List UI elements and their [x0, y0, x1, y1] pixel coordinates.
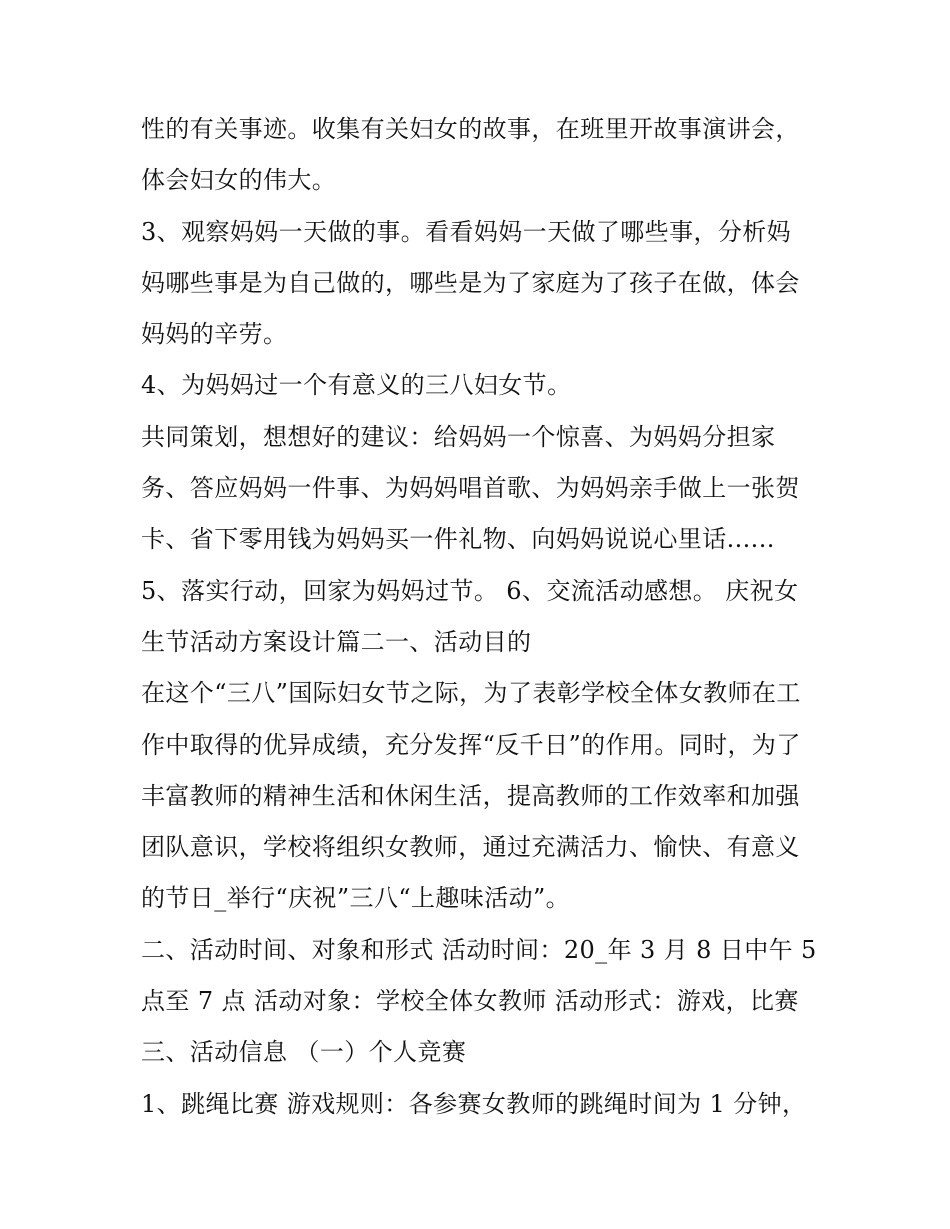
- text-line: 丰富教师的精神生活和休闲生活，提高教师的工作效率和加强: [141, 781, 800, 810]
- document-body: [141, 104, 821, 1130]
- text-line: 作中取得的优异成绩，充分发挥“反千日”的作用。同时，为了: [141, 730, 801, 759]
- text-line: 妈哪些事是为自己做的，哪些是为了家庭为了孩子在做，体会: [141, 268, 800, 297]
- text-line: 三、活动信息 （一）个人竞赛: [141, 1038, 467, 1067]
- text-line: 共同策划，想想好的建议：给妈妈一个惊喜、为妈妈分担家: [141, 422, 776, 451]
- text-line: 1、跳绳比赛 游戏规则：各参赛女教师的跳绳时间为 1 分钟，: [141, 1089, 807, 1118]
- text-line: 5、落实行动，回家为妈妈过节。 6、交流活动感想。 庆祝女: [141, 576, 799, 605]
- text-line: 二、活动时间、对象和形式 活动时间：20_年 3 月 8 日中午 5: [141, 935, 817, 964]
- text-line: 务、答应妈妈一件事、为妈妈唱首歌、为妈妈亲手做上一张贺: [141, 474, 800, 503]
- text-line: 体会妇女的伟大。: [141, 166, 337, 195]
- text-line: 性的有关事迹。收集有关妇女的故事，在班里开故事演讲会，: [141, 115, 800, 143]
- text-line: 3、观察妈妈一天做的事。看看妈妈一天做了哪些事，分析妈: [141, 217, 792, 246]
- text-line: 4、为妈妈过一个有意义的三八妇女节。: [141, 371, 572, 400]
- text-line: 生节活动方案设计篇二一、活动目的: [141, 627, 532, 656]
- text-line: 的节日_举行“庆祝”三八“上趣味活动”。: [141, 884, 571, 913]
- text-line: 在这个“三八”国际妇女节之际，为了表彰学校全体女教师在工: [141, 679, 801, 708]
- text-line: 卡、省下零用钱为妈妈买一件礼物、向妈妈说说心里话......: [141, 525, 775, 554]
- text-line: 团队意识，学校将组织女教师，通过充满活力、愉快、有意义: [141, 833, 800, 862]
- text-line: 妈妈的辛劳。: [141, 320, 288, 349]
- text-line: 点至 7 点 活动对象：学校全体女教师 活动形式：游戏，比赛: [141, 987, 799, 1016]
